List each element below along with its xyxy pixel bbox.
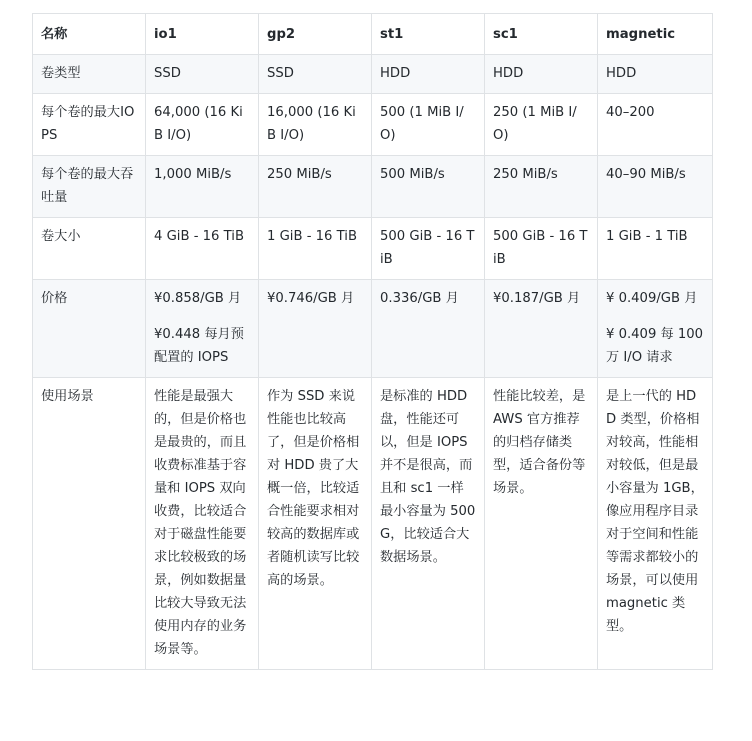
cell-st1 [372,156,485,218]
ebs-volume-comparison-table [32,13,713,670]
cell-paragraph: 250 MiB/s [493,167,558,182]
cell-io1 [146,55,259,94]
cell-st1 [372,94,485,156]
row-max-iops [33,94,713,156]
cell-sc1 [485,280,598,378]
cell-paragraph: 500 (1 MiB I/O) [380,105,464,143]
cell-paragraph: 是标准的 HDD 盘，性能还可以，但是 IOPS 并不是很高，而且和 sc1 一样最小容量为 500G，比较适合大数据场景。 [380,389,476,565]
cell-st1 [372,218,485,280]
cell-paragraph: 1 GiB - 1 TiB [606,229,688,244]
cell-st1 [372,280,485,378]
cell-gp2 [259,94,372,156]
cell-paragraph: HDD [493,66,524,81]
cell-paragraph: ¥ 0.409 每 100 万 I/O 请求 [606,327,704,365]
cell-paragraph: HDD [380,66,411,81]
header-sc1: sc1 [485,14,598,55]
cell-paragraph: 0.336/GB 月 [380,291,459,306]
cell-magnetic [598,156,713,218]
cell-paragraph: 是上一代的 HDD 类型，价格相对较高，性能相对较低，但是最小容量为 1GB，像应用程序目录对于空间和性能等需求都较小的场景，可以使用 magnetic 类型。 [606,389,704,634]
row-volume-size [33,218,713,280]
cell-paragraph: 1,000 MiB/s [154,167,232,182]
cell-paragraph: ¥0.858/GB 月 [154,291,242,306]
cell-paragraph: 40–200 [606,105,655,120]
cell-magnetic [598,94,713,156]
cell-sc1 [485,94,598,156]
row-price [33,280,713,378]
row-max-throughput [33,156,713,218]
cell-paragraph: 4 GiB - 16 TiB [154,229,244,244]
cell-sc1 [485,156,598,218]
cell-paragraph: ¥ 0.409/GB 月 [606,291,698,306]
cell-st1 [372,378,485,670]
cell-io1 [146,94,259,156]
row-label: 每个卷的最大吞吐量 [33,156,146,218]
cell-paragraph: ¥0.746/GB 月 [267,291,355,306]
cell-paragraph: 250 (1 MiB I/O) [493,105,577,143]
row-label: 卷大小 [33,218,146,280]
cell-gp2 [259,280,372,378]
cell-sc1 [485,218,598,280]
cell-paragraph: 500 GiB - 16 TiB [493,229,588,267]
cell-magnetic [598,218,713,280]
header-st1: st1 [372,14,485,55]
cell-magnetic [598,55,713,94]
row-use-case [33,378,713,670]
cell-paragraph: 性能比较差，是 AWS 官方推荐的归档存储类型，适合备份等场景。 [493,389,586,496]
header-io1: io1 [146,14,259,55]
cell-io1 [146,378,259,670]
cell-paragraph: 16,000 (16 KiB I/O) [267,105,356,143]
cell-gp2 [259,218,372,280]
header-magnetic: magnetic [598,14,713,55]
cell-paragraph: SSD [267,66,294,81]
cell-sc1 [485,378,598,670]
header-gp2: gp2 [259,14,372,55]
row-label: 使用场景 [33,378,146,670]
cell-paragraph: SSD [154,66,181,81]
cell-paragraph: 500 MiB/s [380,167,445,182]
table-header-row [33,14,713,55]
cell-io1 [146,218,259,280]
cell-gp2 [259,378,372,670]
cell-magnetic [598,280,713,378]
cell-magnetic [598,378,713,670]
cell-paragraph: 1 GiB - 16 TiB [267,229,357,244]
cell-paragraph: 500 GiB - 16 TiB [380,229,475,267]
cell-paragraph: 40–90 MiB/s [606,167,686,182]
cell-gp2 [259,55,372,94]
cell-io1 [146,280,259,378]
cell-paragraph: HDD [606,66,637,81]
row-volume-type [33,55,713,94]
header-name: 名称 [33,14,146,55]
cell-paragraph: 250 MiB/s [267,167,332,182]
row-label: 价格 [33,280,146,378]
cell-paragraph: ¥0.187/GB 月 [493,291,581,306]
comparison-table-container [32,13,712,670]
row-label: 每个卷的最大IOPS [33,94,146,156]
cell-sc1 [485,55,598,94]
cell-paragraph: 作为 SSD 来说性能也比较高了，但是价格相对 HDD 贵了大概一倍，比较适合性能要求相对较高的数据库或者随机读写比较高的场景。 [267,389,360,588]
cell-paragraph: 64,000 (16 KiB I/O) [154,105,243,143]
cell-gp2 [259,156,372,218]
row-label: 卷类型 [33,55,146,94]
cell-io1 [146,156,259,218]
cell-paragraph: 性能是最强大的，但是价格也是最贵的，而且收费标准基于容量和 IOPS 双向收费，比较适合对于磁盘性能要求比较极致的场景，例如数据量比较大导致无法使用内存的业务场景等。 [154,389,247,657]
cell-st1 [372,55,485,94]
cell-paragraph: ¥0.448 每月预配置的 IOPS [154,327,244,365]
